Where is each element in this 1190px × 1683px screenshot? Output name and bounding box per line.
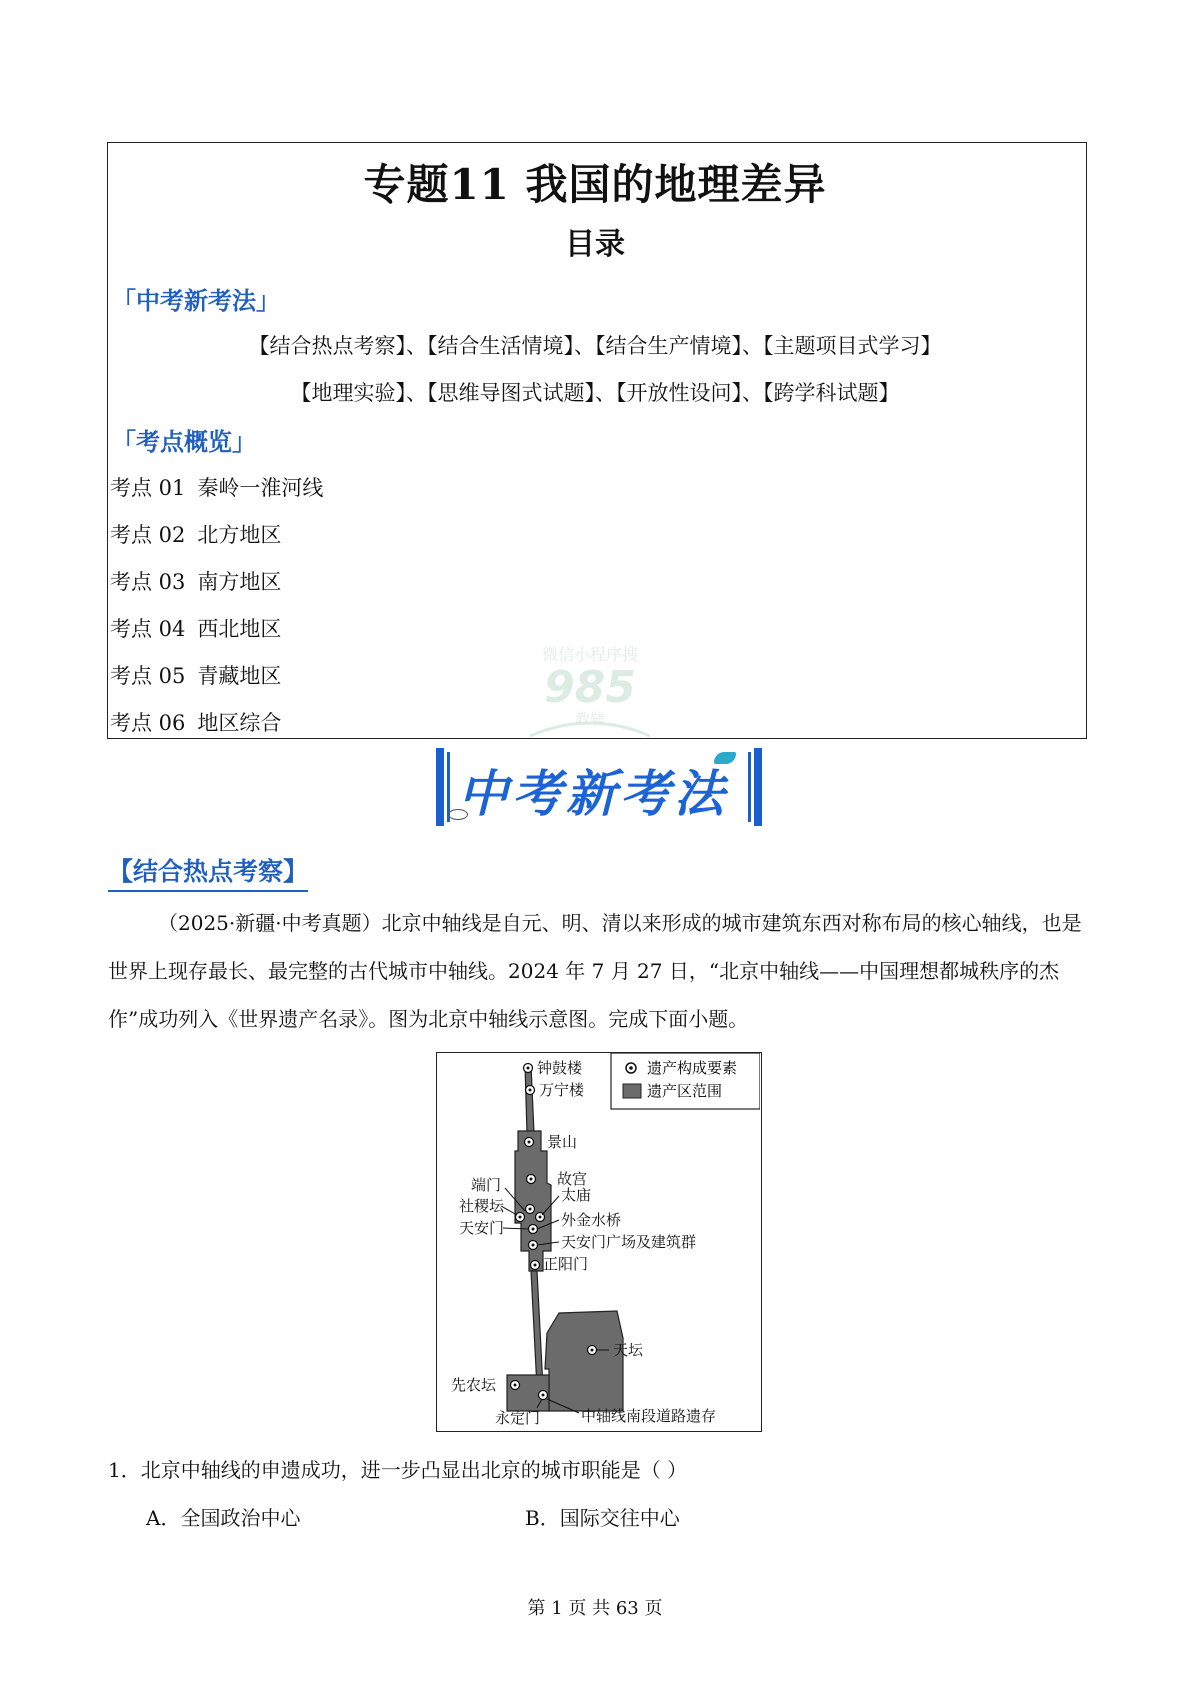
kaodian-name: 西北地区 — [197, 617, 282, 641]
axis-map-svg — [437, 1053, 760, 1430]
site-dot-icon — [526, 1205, 535, 1214]
svg-text:985: 985 — [544, 662, 636, 713]
page-title: 专题11 我国的地理差异 — [363, 160, 827, 209]
question-section-heading: 【结合热点考察】 — [108, 852, 308, 892]
label-tiananmen: 天安门 — [459, 1219, 505, 1237]
banner-bar-right-thin — [748, 752, 751, 822]
kaodian-item[interactable] — [110, 566, 281, 596]
label-zhengyangmen: 正阳门 — [543, 1255, 589, 1273]
kaodian-item[interactable] — [110, 519, 281, 549]
category-line-1: 【结合热点考察】、【结合生活情境】、【结合生产情境】、【主题项目式学习】 — [248, 334, 942, 358]
site-dot-icon — [531, 1261, 540, 1270]
kaodian-name: 秦岭一淮河线 — [197, 476, 324, 500]
site-dot-icon — [511, 1381, 520, 1390]
legend-label-elements: 遗产构成要素 — [647, 1059, 738, 1077]
site-dot-icon — [529, 1225, 538, 1234]
kaodian-name: 北方地区 — [197, 523, 282, 547]
question-stem: （2025·新疆·中考真题）北京中轴线是自元、明、清以来形成的城市建筑东西对称布局的核心轴线，也是世界上现存最长、最完整的古代城市中轴线。2024 年 7 月 27 日，“北京中轴线——中国理想都城秩序的杰作”成功列入《世界遗产名录》。图为北京中轴线示意图。完成下面小题。 — [108, 911, 1082, 1031]
kaodian-name: 青藏地区 — [197, 664, 282, 688]
kaodian-number: 考点 05 — [110, 664, 186, 688]
category-line-2: 【地理实验】、【思维导图式试题】、【开放性设问】、【跨学科试题】 — [290, 381, 900, 405]
label-guangchang: 天安门广场及建筑群 — [561, 1233, 697, 1251]
kaodian-item[interactable] — [110, 613, 281, 643]
label-duanmen: 端门 — [471, 1176, 502, 1194]
kaodian-name: 南方地区 — [197, 570, 282, 594]
label-gugong: 故宫 — [557, 1170, 588, 1188]
site-dot-icon — [539, 1391, 548, 1400]
label-zhonggulou: 钟鼓楼 — [537, 1059, 583, 1077]
legend-label-area: 遗产区范围 — [647, 1082, 723, 1100]
label-wanning: 万宁楼 — [539, 1081, 585, 1099]
kaodian-name: 地区综合 — [197, 711, 282, 735]
leaf-icon — [714, 752, 736, 764]
site-dot-icon — [526, 1086, 535, 1095]
ring-icon — [448, 809, 468, 820]
label-yongdingmen: 永定门 — [495, 1409, 541, 1427]
axis-map-figure — [436, 1052, 762, 1432]
kaodian-item[interactable] — [110, 707, 281, 737]
kaodian-number: 考点 06 — [110, 711, 186, 735]
label-waijinshuiqiao: 外金水桥 — [561, 1211, 622, 1229]
option-a[interactable]: A．全国政治中心 — [146, 1506, 301, 1530]
site-dot-icon — [524, 1064, 533, 1073]
label-tiantan: 天坛 — [613, 1341, 644, 1359]
svg-text:微信小程序搜: 微信小程序搜 — [541, 645, 639, 664]
label-nanduan: 中轴线南段道路遗存 — [581, 1407, 717, 1425]
kaodian-number: 考点 02 — [110, 523, 186, 547]
kaodian-item[interactable] — [110, 472, 323, 502]
section-label-overview: 「考点概览」 — [112, 428, 256, 456]
site-dot-icon — [529, 1241, 538, 1250]
svg-text:教辅: 教辅 — [574, 710, 606, 728]
site-dot-icon — [527, 1175, 536, 1184]
section-label-new-methods: 「中考新考法」 — [112, 287, 280, 315]
label-taimiao: 太庙 — [561, 1186, 592, 1204]
site-dot-icon — [516, 1213, 525, 1222]
label-xiannongtan: 先农坛 — [451, 1376, 497, 1394]
site-dot-icon — [588, 1346, 597, 1355]
kaodian-number: 考点 04 — [110, 617, 186, 641]
section-banner — [436, 748, 762, 826]
toc-heading: 目录 — [565, 227, 625, 262]
kaodian-number: 考点 03 — [110, 570, 186, 594]
banner-title: 中考新考法 — [458, 765, 728, 823]
kaodian-number: 考点 01 — [110, 476, 186, 500]
legend-area-swatch — [623, 1084, 641, 1098]
banner-bar-right — [754, 748, 762, 826]
site-dot-icon — [525, 1138, 534, 1147]
label-shejitan: 社稷坛 — [459, 1197, 505, 1215]
question-1: 1．北京中轴线的申遗成功，进一步凸显出北京的城市职能是（ ） — [108, 1458, 688, 1482]
label-jingshan: 景山 — [547, 1133, 578, 1151]
kaodian-item[interactable] — [110, 660, 281, 690]
option-b[interactable]: B．国际交往中心 — [525, 1506, 680, 1530]
watermark-logo — [500, 640, 680, 750]
page-footer: 第 1 页 共 63 页 — [527, 1598, 663, 1619]
banner-bar-left — [436, 748, 444, 826]
